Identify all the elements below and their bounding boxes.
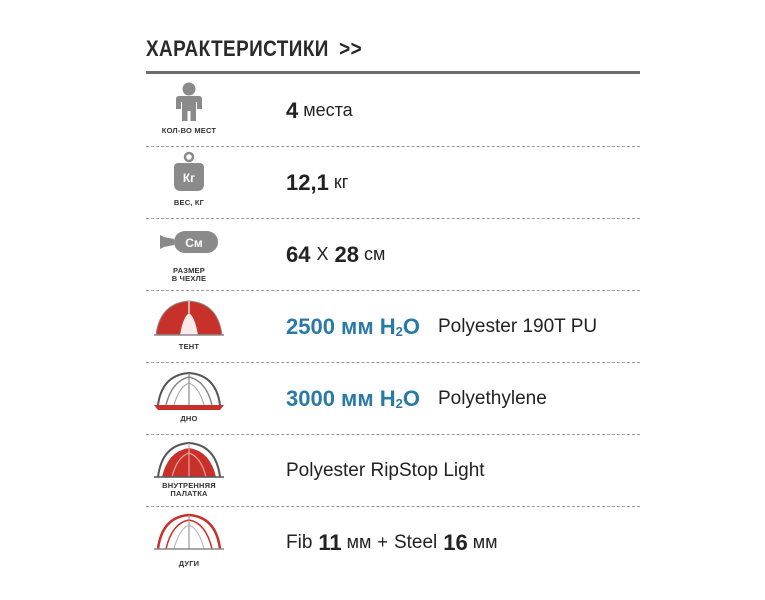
spec-label bbox=[146, 267, 232, 283]
weight-icon bbox=[146, 147, 232, 197]
person-icon bbox=[146, 75, 232, 125]
spec-label-line1: РАЗМЕР bbox=[173, 266, 205, 275]
spec-row-weight bbox=[146, 147, 640, 219]
spec-value bbox=[286, 219, 385, 290]
capacity-value: 4 bbox=[286, 97, 299, 123]
times-sign: X bbox=[316, 244, 329, 264]
steel-unit: мм bbox=[472, 532, 498, 552]
spec-row-poles bbox=[146, 507, 640, 578]
tent-flysheet-icon bbox=[146, 291, 232, 341]
spec-label: ВЕС, КГ bbox=[173, 198, 205, 207]
weight-unit: кг bbox=[333, 172, 349, 192]
flysheet-material: Polyester 190T PU bbox=[437, 315, 598, 337]
steel-value: 16 bbox=[443, 529, 468, 555]
section-heading bbox=[146, 36, 362, 62]
spec-label: ДУГИ bbox=[178, 559, 200, 568]
diameter-value: 28 bbox=[334, 241, 359, 267]
tent-floor-icon bbox=[146, 363, 232, 413]
spec-row-flysheet bbox=[146, 291, 640, 363]
chevron-icon[interactable]: >> bbox=[339, 36, 363, 61]
spec-row-inner-tent bbox=[146, 435, 640, 507]
floor-rating-end: O bbox=[402, 385, 420, 411]
spec-value bbox=[286, 75, 353, 146]
flysheet-rating bbox=[286, 314, 420, 340]
tent-poles-icon bbox=[146, 507, 232, 557]
plus-sign: + bbox=[377, 532, 388, 552]
floor-material: Polyethylene bbox=[437, 387, 547, 409]
spec-label: КОЛ-ВО МЕСТ bbox=[161, 126, 217, 135]
heading-rule bbox=[146, 71, 640, 74]
spec-icon-cell bbox=[146, 147, 232, 218]
weight-icon-text: Кг bbox=[182, 171, 196, 185]
spec-label-line1: ВНУТРЕННЯЯ bbox=[162, 481, 216, 490]
spec-row-packed-size bbox=[146, 219, 640, 291]
spec-icon-cell bbox=[146, 435, 232, 506]
flysheet-rating-main: 2500 мм H bbox=[286, 313, 396, 339]
spec-row-floor bbox=[146, 363, 640, 435]
spec-value bbox=[286, 507, 497, 578]
inner-tent-material: Polyester RipStop Light bbox=[286, 459, 485, 481]
size-unit: см bbox=[363, 244, 386, 264]
fib-label: Fib bbox=[286, 531, 313, 553]
weight-value: 12,1 bbox=[286, 169, 329, 195]
inner-tent-icon bbox=[146, 435, 232, 483]
floor-rating bbox=[286, 386, 420, 412]
spec-label-line2: В ЧЕХЛЕ bbox=[171, 274, 207, 283]
fib-value: 11 bbox=[318, 529, 342, 555]
spec-icon-cell bbox=[146, 75, 232, 146]
packed-bag-icon bbox=[146, 219, 232, 265]
spec-label bbox=[146, 482, 232, 498]
heading-title: ХАРАКТЕРИСТИКИ bbox=[146, 36, 329, 61]
spec-icon-cell bbox=[146, 291, 232, 362]
spec-icon-cell bbox=[146, 219, 232, 290]
steel-label: Steel bbox=[393, 531, 438, 553]
flysheet-rating-end: O bbox=[402, 313, 420, 339]
spec-label-line2: ПАЛАТКА bbox=[170, 489, 208, 498]
flysheet-rating-sub: 2 bbox=[395, 323, 403, 339]
spec-value bbox=[286, 435, 485, 506]
spec-icon-cell bbox=[146, 363, 232, 434]
spec-value bbox=[286, 147, 348, 218]
spec-row-capacity bbox=[146, 75, 640, 147]
floor-rating-sub: 2 bbox=[395, 395, 403, 411]
spec-value bbox=[286, 363, 547, 434]
spec-icon-cell bbox=[146, 507, 232, 578]
spec-label: ДНО bbox=[180, 414, 198, 423]
fib-unit: мм bbox=[346, 532, 372, 552]
length-value: 64 bbox=[286, 241, 311, 267]
floor-rating-main: 3000 мм H bbox=[286, 385, 396, 411]
capacity-unit: места bbox=[303, 100, 353, 120]
spec-label: ТЕНТ bbox=[178, 342, 200, 351]
spec-value bbox=[286, 291, 597, 362]
bag-icon-text: См bbox=[185, 236, 203, 250]
